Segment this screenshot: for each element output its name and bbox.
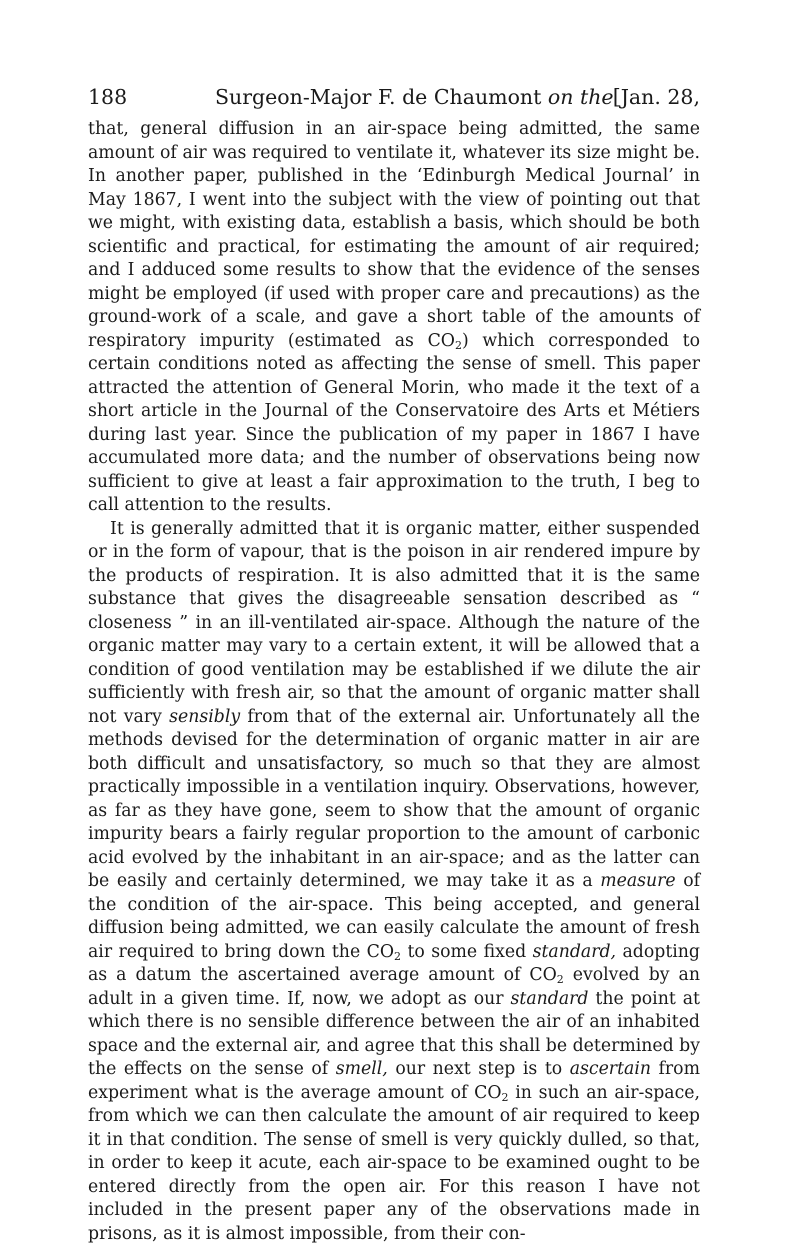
p2-subscript-2: 2 — [557, 973, 564, 986]
paragraph-1 — [88, 118, 700, 518]
p1-subscript-1: 2 — [455, 339, 462, 352]
p2-italic-1: sensibly — [169, 707, 240, 727]
p2-text-3: of the condition of the air-space. This being accepted, and general diffusion being admitted, we can easily calculate the amount of fresh air required to bring down the CO — [88, 871, 700, 962]
p2-text-7: the point at which there is no sensible difference between the air of an inhabited space and the external air, and agree that this shall be determined by the effects on the sense of — [88, 989, 700, 1080]
body-text — [88, 118, 700, 1246]
p2-text-6: evolved by an adult in a given time. If, now, we adopt as our — [88, 965, 700, 1009]
p2-text-2: from that of the external air. Unfortunately all the methods devised for the determination of organic matter in air are both difficult and unsatisfactory, so much so that they are almost practically impossible in a ventilation inquiry. Observations, however, as far as they have gone, seem to show that the amount of organic impurity bears a fairly regular proportion to the amount of carbonic acid evolved by the inhabitant in an air-space; and as the latter can be easily and certainly determined, we may take it as a — [88, 707, 700, 892]
running-title-italic: on the — [548, 85, 614, 109]
p2-text-10: in such an air-space, from which we can then calculate the amount of air required to keep it in that condition. The sense of smell is very quickly dulled, so that, in order to keep it acute, each air-space to be examined ought to be entered directly from the open air. For this reason I have not included in the present paper any of the observations made in prisons, as it is almost impossible, from their con- — [88, 1083, 700, 1244]
p2-text-1: It is generally admitted that it is organic matter, either suspended or in the form of vapour, that is the poison in air rendered impure by the products of respiration. It is also admitted that it is the same substance that gives the disagreeable sensation described as “ closeness ” in an ill-ventilated air-space. Although the nature of the organic matter may vary to a certain extent, it will be allowed that a condition of good ventilation may be established if we dilute the air sufficiently with fresh air, so that the amount of organic matter shall not vary — [88, 519, 700, 727]
p1-text-2: ) which corresponded to certain conditions noted as affecting the sense of smell. This paper attracted the attention of General Morin, who made it the text of a short article in the Journal of the Conservatoire des Arts et Métiers during last year. Since the publication of my paper in 1867 I have accumulated more data; and the number of observations being now sufficient to give at least a fair approximation to the truth, I beg to call attention to the results. — [88, 331, 700, 516]
p2-subscript-1: 2 — [394, 950, 401, 963]
p2-italic-4: standard — [511, 989, 589, 1009]
p2-text-4: to some fixed — [401, 942, 533, 962]
page-number: 188 — [88, 80, 127, 114]
p2-italic-3: standard, — [533, 942, 616, 962]
p2-italic-2: measure — [600, 871, 675, 891]
running-header — [88, 80, 700, 114]
running-title — [215, 80, 614, 114]
p2-subscript-3: 2 — [502, 1091, 509, 1104]
p2-text-9: from experiment what is the average amount of CO — [88, 1059, 700, 1103]
p2-text-8: our next step is to — [388, 1059, 570, 1079]
page — [88, 80, 700, 1246]
running-date: [Jan. 28, — [613, 80, 700, 114]
running-title-roman: Surgeon-Major F. de Chaumont — [215, 85, 548, 109]
p2-italic-5: smell, — [336, 1059, 388, 1079]
p2-italic-6: ascertain — [570, 1059, 651, 1079]
p2-text-5: adopting as a datum the ascertained average amount of CO — [88, 942, 700, 986]
p1-text-1: that, general diffusion in an air-space being admitted, the same amount of air was required to ventilate it, whatever its size might be. In another paper, published in the ‘Edinburgh Medical Journal’ in May 1867, I went into the subject with the view of pointing out that we might, with existing data, establish a basis, which should be both scientific and practical, for estimating the amount of air required; and I adduced some results to show that the evidence of the senses might be employed (if used with proper care and precautions) as the ground-work of a scale, and gave a short table of the amounts of respiratory impurity (estimated as CO — [88, 119, 700, 351]
paragraph-2 — [88, 518, 700, 1246]
